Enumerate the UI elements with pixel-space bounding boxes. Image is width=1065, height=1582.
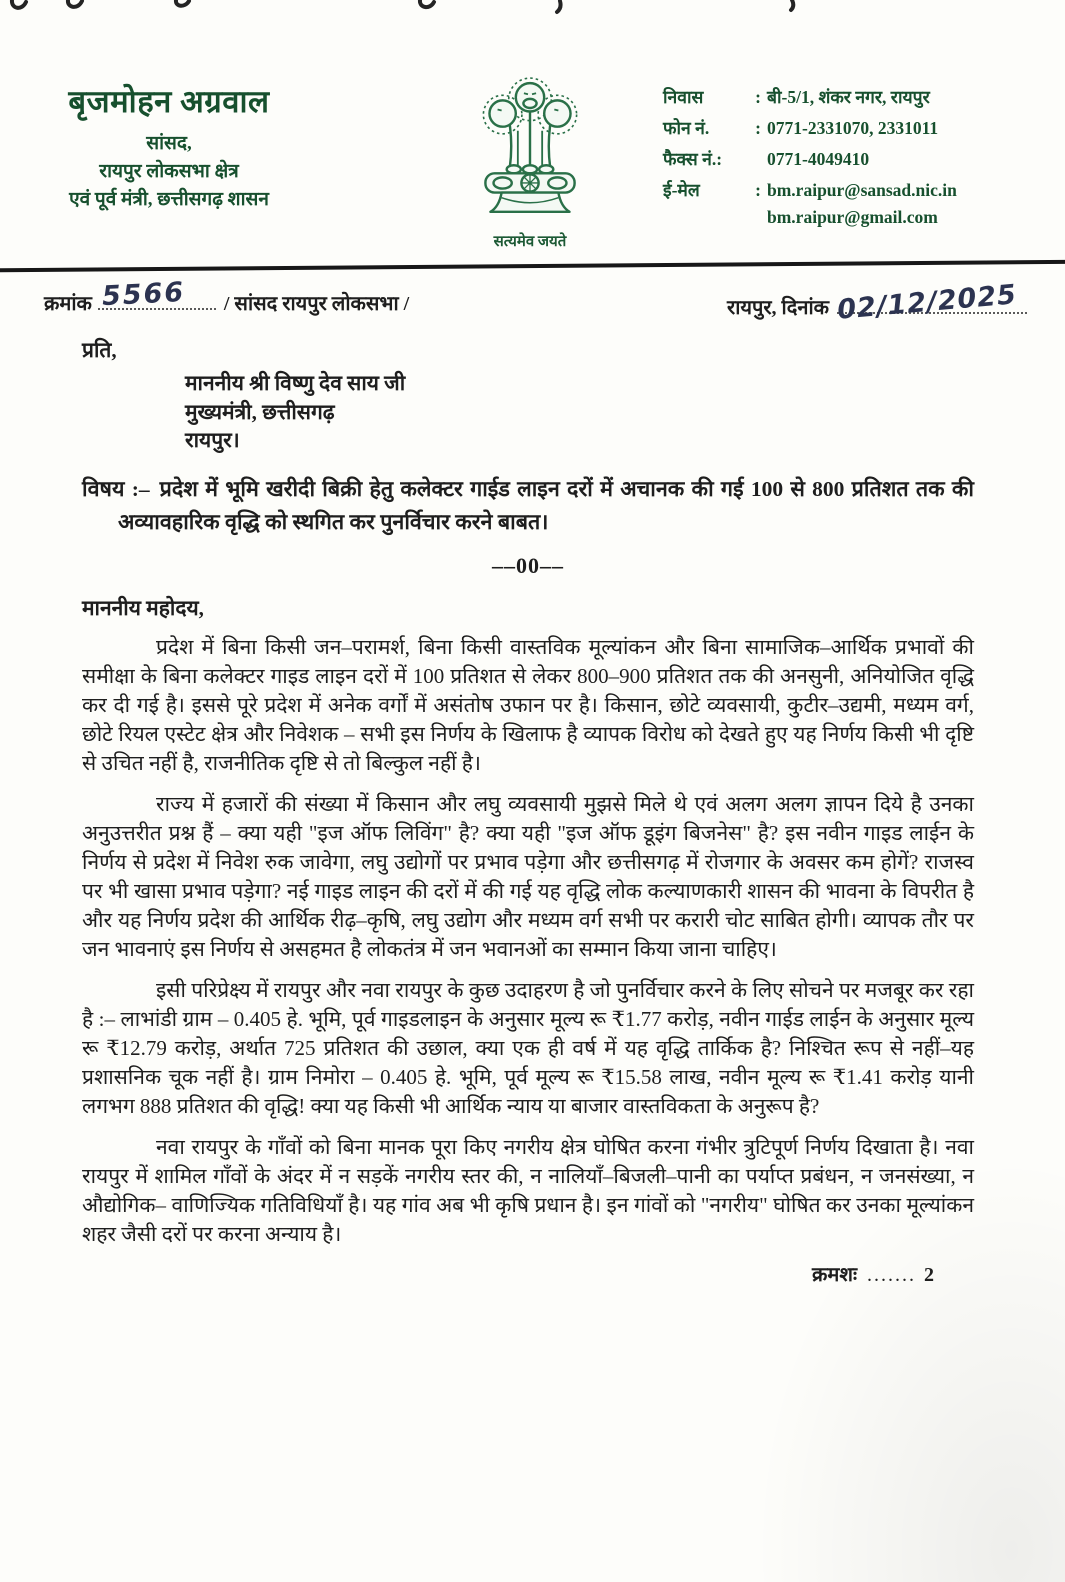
paragraph-2: राज्य में हजारों की संख्या में किसान और लघु व्यवसायी मुझसे मिले थे एवं अलग अलग ज्ञापन दिये है उनका अनुउत्तरीत प्रश्न हैं – क्या यही "इज ऑफ लिविंग" है? क्या यही "इज ऑफ डूइंग बिजनेस" है? इस नवीन गाइड लाईन के निर्णय से प्रदेश में निवेश रुक जावेगा, लघु उद्योगों पर प्रभाव पड़ेगा और छत्तीसगढ़ में रोजगार के अवसर कम होगें? राजस्व पर भी खासा प्रभाव पड़ेगा? नई गाइड लाइन की दरों में की गई यह वृद्धि लोक कल्याणकारी शासन की भावना के विपरीत है और यह निर्णय प्रदेश की आर्थिक रीढ़–कृषि, लघु उद्योग और मध्यम वर्ग सभी पर करारी चोट साबित होगी। व्यापक तौर पर जन भावनाएं इस निर्णय से असहमत है लोकतंत्र में जन भवानओं का सम्मान किया जाना चाहिए। xyxy=(82,791,974,961)
sender-designation-1: सांसद, xyxy=(146,133,192,154)
continuation-page-number: 2 xyxy=(924,1263,934,1286)
sender-name: बृजमोहन अग्रवाल xyxy=(68,84,270,119)
paragraph-3: इसी परिप्रेक्ष्य में रायपुर और नवा रायपुर के कुछ उदाहरण है जो पुनर्विचार करने के लिए सोचने पर मजबूर कर रहा है :– लाभांडी ग्राम – 0.405 हे. भूमि, पूर्व गाइडलाइन के अनुसार मूल्य रू ₹1.77 करोड़, नवीन गाईड लाईन के अनुसार मूल्य रू ₹12.79 करोड़, अर्थात 725 प्रतिशत की उछाल, क्या एक ही वर्ष में यह वृद्धि तार्किक है? निश्चित रूप से नहीं–यह प्रशासनिक चूक नहीं है। ग्राम निमोरा – 0.405 हे. भूमि, पूर्व मूल्य रू ₹15.58 लाख, नवीन मूल्य रू ₹1.41 करोड़ यानी लगभग 888 प्रतिशत की वृद्धि! क्या यह किसी भी आर्थिक न्याय या बाजार वास्तविकता के अनुरूप है? xyxy=(82,977,974,1118)
addressee-title: मुख्यमंत्री, छत्तीसगढ़ xyxy=(185,399,335,424)
salutation: माननीय महोदय, xyxy=(82,595,204,620)
contact-row-email-1: ई-मेल : bm.raipur@sansad.nic.in xyxy=(663,179,1055,201)
paragraphs-container xyxy=(82,633,974,1249)
paragraph-1: प्रदेश में बिना किसी जन–परामर्श, बिना किसी वास्तविक मूल्यांकन और बिना सामाजिक–आर्थिक प्रभावों की समीक्षा के बिना कलेक्टर गाइड लाइन दरों में 100 प्रतिशत से लेकर 800–900 प्रतिशत तक की अनसुनी, अनियोजित वृद्धि कर दी गई है। इससे पूरे प्रदेश में अनेक वर्गों में असंतोष उफान पर है। किसान, छोटे व्यवसायी, कुटीर–उद्यमी, मध्यम वर्ग, छोटे रियल एस्टेट क्षेत्र और निवेशक – सभी इस निर्णय के खिलाफ है व्यापक विरोध को देखते हुए यह निर्णय किसी भी दृष्टि से उचित नहीं है, राजनीतिक दृष्टि से तो बिल्कुल नहीं है। xyxy=(82,634,974,775)
top-edge-artifacts xyxy=(0,0,1065,16)
continuation-dots: ....... xyxy=(867,1263,916,1286)
letterhead-sender-block xyxy=(14,80,324,214)
sender-designation-3: एवं पूर्व मंत्री, छत्तीसगढ़ शासन xyxy=(69,189,269,210)
contact-row-residence: निवास : बी-5/1, शंकर नगर, रायपुर xyxy=(663,86,1055,108)
serial-handwritten-value: 5566 xyxy=(101,276,186,313)
addressee-block xyxy=(185,369,974,455)
sender-designation-2: रायपुर लोकसभा क्षेत्र xyxy=(99,161,239,182)
contact-row-phone: फोन नं. : 0771-2331070, 2331011 xyxy=(663,117,1055,139)
phone-value: 0771-2331070, 2331011 xyxy=(767,118,939,138)
paragraph-4: नवा रायपुर के गाँवों को बिना मानक पूरा किए नगरीय क्षेत्र घोषित करना गंभीर त्रुटिपूर्ण निर्णय दिखाता है। नवा रायपुर में शामिल गाँवों के अंदर में न सड़कें नगरीय स्तर की, न नालियाँ–बिजली–पानी का पर्याप्त प्रबंधन, न जनसंख्या, न औद्योगिक– वाणिज्यिक गतिविधियाँ है। यह गांव अब भी कृषि प्रधान है। इन गांवों को "नगरीय" घोषित कर उनका मूल्यांकन शहर जैसी दरों पर करना अन्याय है। xyxy=(82,1134,974,1246)
serial-suffix: / सांसद रायपुर लोकसभा / xyxy=(223,293,410,315)
place-date-label: रायपुर, दिनांक xyxy=(727,297,829,319)
place-date-row xyxy=(727,279,1027,326)
email-value-2: bm.raipur@gmail.com xyxy=(767,207,938,227)
addressee-place: रायपुर। xyxy=(185,428,240,452)
ashoka-lion-capital-icon xyxy=(464,72,596,224)
continuation-label: क्रमशः xyxy=(812,1263,857,1286)
reference-number-row xyxy=(44,276,410,316)
section-separator: ––00–– xyxy=(492,552,564,578)
national-emblem-block xyxy=(440,72,620,251)
residence-label: निवास xyxy=(663,87,704,107)
serial-label: क्रमांक xyxy=(44,293,92,315)
emblem-motto: सत्यमेव जयते xyxy=(493,234,567,250)
subject-label: विषय :– xyxy=(82,476,150,501)
letterhead-divider xyxy=(0,260,1065,272)
contact-row-fax xyxy=(663,148,1055,170)
addressee-name: माननीय श्री विष्णु देव साय जी xyxy=(185,371,406,395)
letterhead-contact-block xyxy=(663,86,1055,237)
date-handwritten-value: 02/12/2025 xyxy=(835,279,1019,326)
email-label: ई-मेल xyxy=(663,180,700,200)
subject-line xyxy=(82,473,974,539)
serial-fill-line xyxy=(98,276,216,313)
residence-value: बी-5/1, शंकर नगर, रायपुर xyxy=(767,87,930,107)
fax-label: फैक्स नं.: xyxy=(663,149,723,169)
email-value-1: bm.raipur@sansad.nic.in xyxy=(767,180,957,200)
subject-text: प्रदेश में भूमि खरीदी बिक्री हेतु कलेक्टर गाईड लाइन दरों में अचानक की गई 100 से 800 प्रतिशत तक की अव्यावहारिक वृद्धि को स्थगित कर पुनर्विचार करने बाबत। xyxy=(118,476,974,534)
phone-label: फोन नं. xyxy=(663,118,710,138)
date-fill-line xyxy=(835,279,1027,326)
fax-value: 0771-4049410 xyxy=(767,149,870,169)
letter-body xyxy=(82,336,974,1290)
contact-row-email-2 xyxy=(663,206,1055,228)
to-label: प्रति, xyxy=(82,338,117,362)
continuation-note xyxy=(82,1261,974,1290)
